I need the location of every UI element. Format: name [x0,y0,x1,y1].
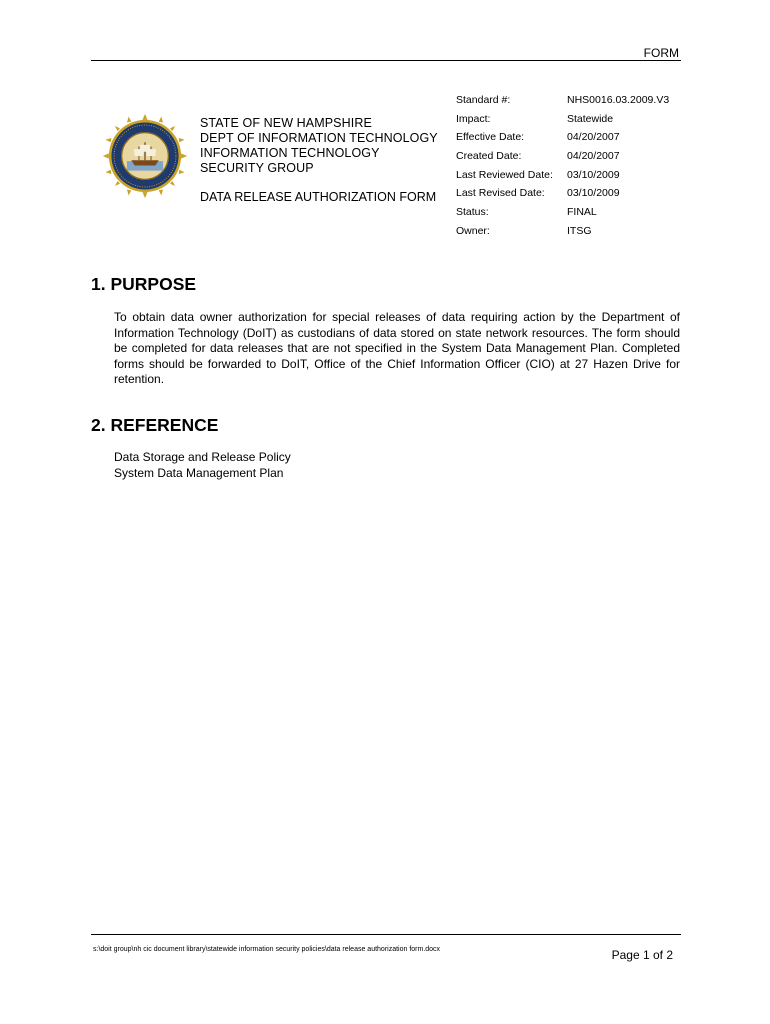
reference-list [114,450,291,481]
metadata-value: FINAL [567,206,597,219]
metadata-value: ITSG [567,224,592,237]
metadata-value: 03/10/2009 [567,187,620,200]
agency-line-security: SECURITY GROUP [200,161,314,175]
reference-item: Data Storage and Release Policy [114,450,291,464]
metadata-value: NHS0016.03.2009.V3 [567,94,670,106]
footer-rule [91,934,681,935]
metadata-value: 04/20/2007 [567,150,620,163]
agency-line-dept: DEPT OF INFORMATION TECHNOLOGY [200,131,438,145]
reference-heading: 2. REFERENCE [91,415,219,435]
metadata-key: Effective Date: [456,131,525,144]
metadata-key: Owner: [456,224,490,237]
reference-item: System Data Management Plan [114,465,284,480]
state-seal-icon [102,113,188,199]
metadata-key: Created Date: [456,150,522,163]
footer-file-path: s:\doit group\nh cic document library\statewide information security policies\data release authorization form.docx [93,946,441,953]
metadata-value: 03/10/2009 [567,168,620,181]
form-title: DATA RELEASE AUTHORIZATION FORM [200,190,437,204]
header-rule [91,60,681,61]
purpose-heading: 1. PURPOSE [91,274,197,294]
agency-block [200,116,438,176]
metadata-key: Status: [456,206,489,219]
metadata-key: Last Revised Date: [456,187,545,200]
metadata-key: Last Reviewed Date: [456,168,553,181]
form-label: FORM [643,46,679,60]
metadata-value: Statewide [567,112,614,125]
metadata-key: Standard #: [456,94,511,106]
agency-line-state: STATE OF NEW HAMPSHIRE [200,116,372,130]
purpose-paragraph: To obtain data owner authorization for special releases of data requiring action by the Department of Information Technology (DoIT) as custodians of data stored on state network resources. The form should be completed for data releases that are not specified in the System Data Management Plan. Completed forms should be forwarded to DoIT, Office of the Chief Information Officer (CIO) at 27 Hazen Drive for retention. [114,310,680,387]
metadata-value: 04/20/2007 [567,131,620,144]
page-number: Page 1 of 2 [611,948,673,962]
agency-line-it: INFORMATION TECHNOLOGY [200,146,380,160]
metadata-key: Impact: [456,112,491,125]
